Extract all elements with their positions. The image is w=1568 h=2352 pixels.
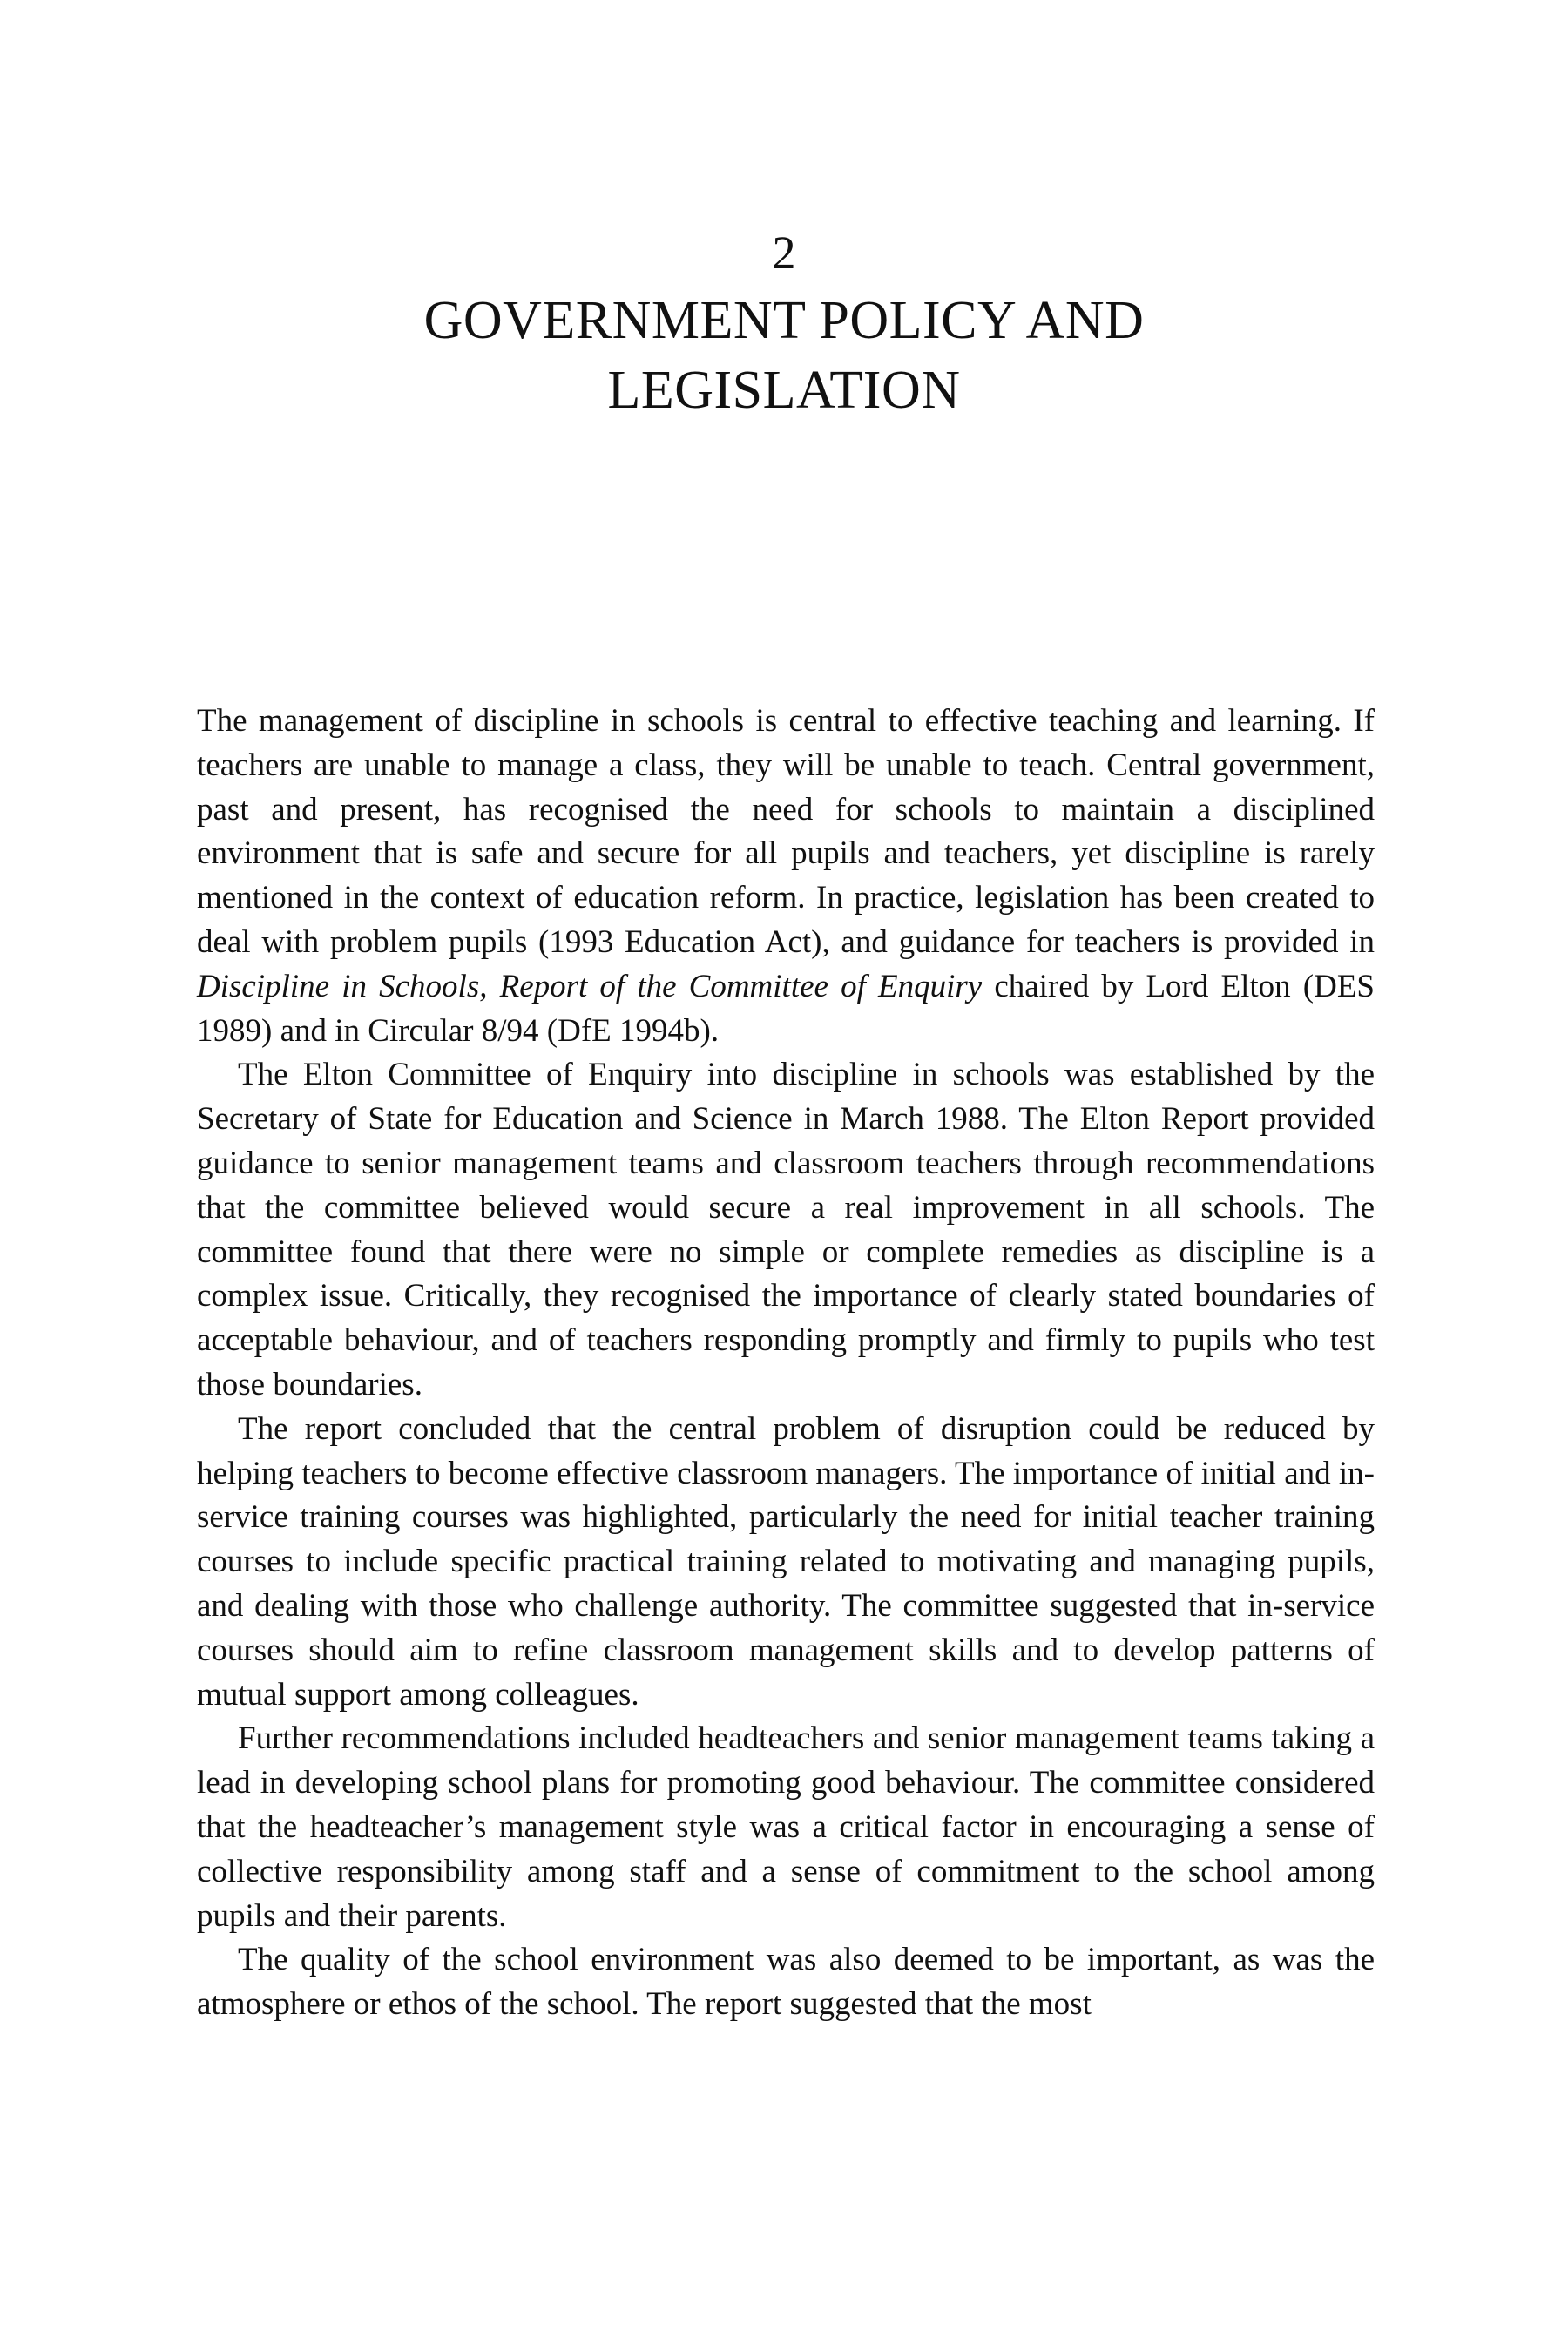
paragraph-4: Further recommendations included headteachers and senior management teams taking a lead in developing school plans for promoting good behaviour. The committee considered that the headteacher’s management style was a critical factor in encouraging a sense of collective responsibility among staff and a sense of commitment to the school among pupils and their parents. [197,1720,1375,1934]
paragraph-5: The quality of the school environment was also deemed to be important, as was the atmosphere or ethos of the school. The report suggested that the most [197,1942,1375,2023]
paragraph-1-text-b: chaired by Lord Elton (DES 1989) and in Circular 8/94 (DfE 1994b). [197,968,1375,1049]
paragraph-1 [197,700,1375,1053]
paragraph-3: The report concluded that the central problem of disruption could be reduced by helping teachers to become effective classroom managers. The importance of initial and in-service training courses was highlighted, particularly the need for initial teacher training courses to include specific practical training related to motivating and managing pupils, and dealing with those who challenge authority. The committee suggested that in-service courses should aim to refine classroom management skills and to develop patterns of mutual support among colleagues. [197,1410,1375,1713]
paragraph-2: The Elton Committee of Enquiry into discipline in schools was established by the Secretary of State for Education and Science in March 1988. The Elton Report provided guidance to senior management teams and classroom teachers through recommendations that the committee believed would secure a real improvement in all schools. The committee found that there were no simple or complete remedies as discipline is a complex issue. Critically, they recognised the importance of clearly stated boundaries of acceptable behaviour, and of teachers responding promptly and firmly to pupils who test those boundaries. [197,1057,1375,1402]
body-text [197,700,1375,2027]
chapter-title [0,286,1568,425]
chapter-title-line-2: LEGISLATION [607,361,961,420]
paragraph-1-text-a: The management of discipline in schools is central to effective teaching and learning. If teachers are unable to manage a class, they will be unable to teach. Central government, past and present, has recognised the need for schools to maintain a disciplined environment that is safe and secure for all pupils and teachers, yet discipline is rarely mentioned in the context of education reform. In practice, legislation has been created to deal with problem pupils (1993 Education Act), and guidance for teachers is provided in [197,703,1375,960]
chapter-number: 2 [772,226,796,279]
chapter-title-line-1: GOVERNMENT POLICY AND [423,291,1145,350]
paragraph-1-italic-title: Discipline in Schools, Report of the Committee of Enquiry [197,968,983,1004]
